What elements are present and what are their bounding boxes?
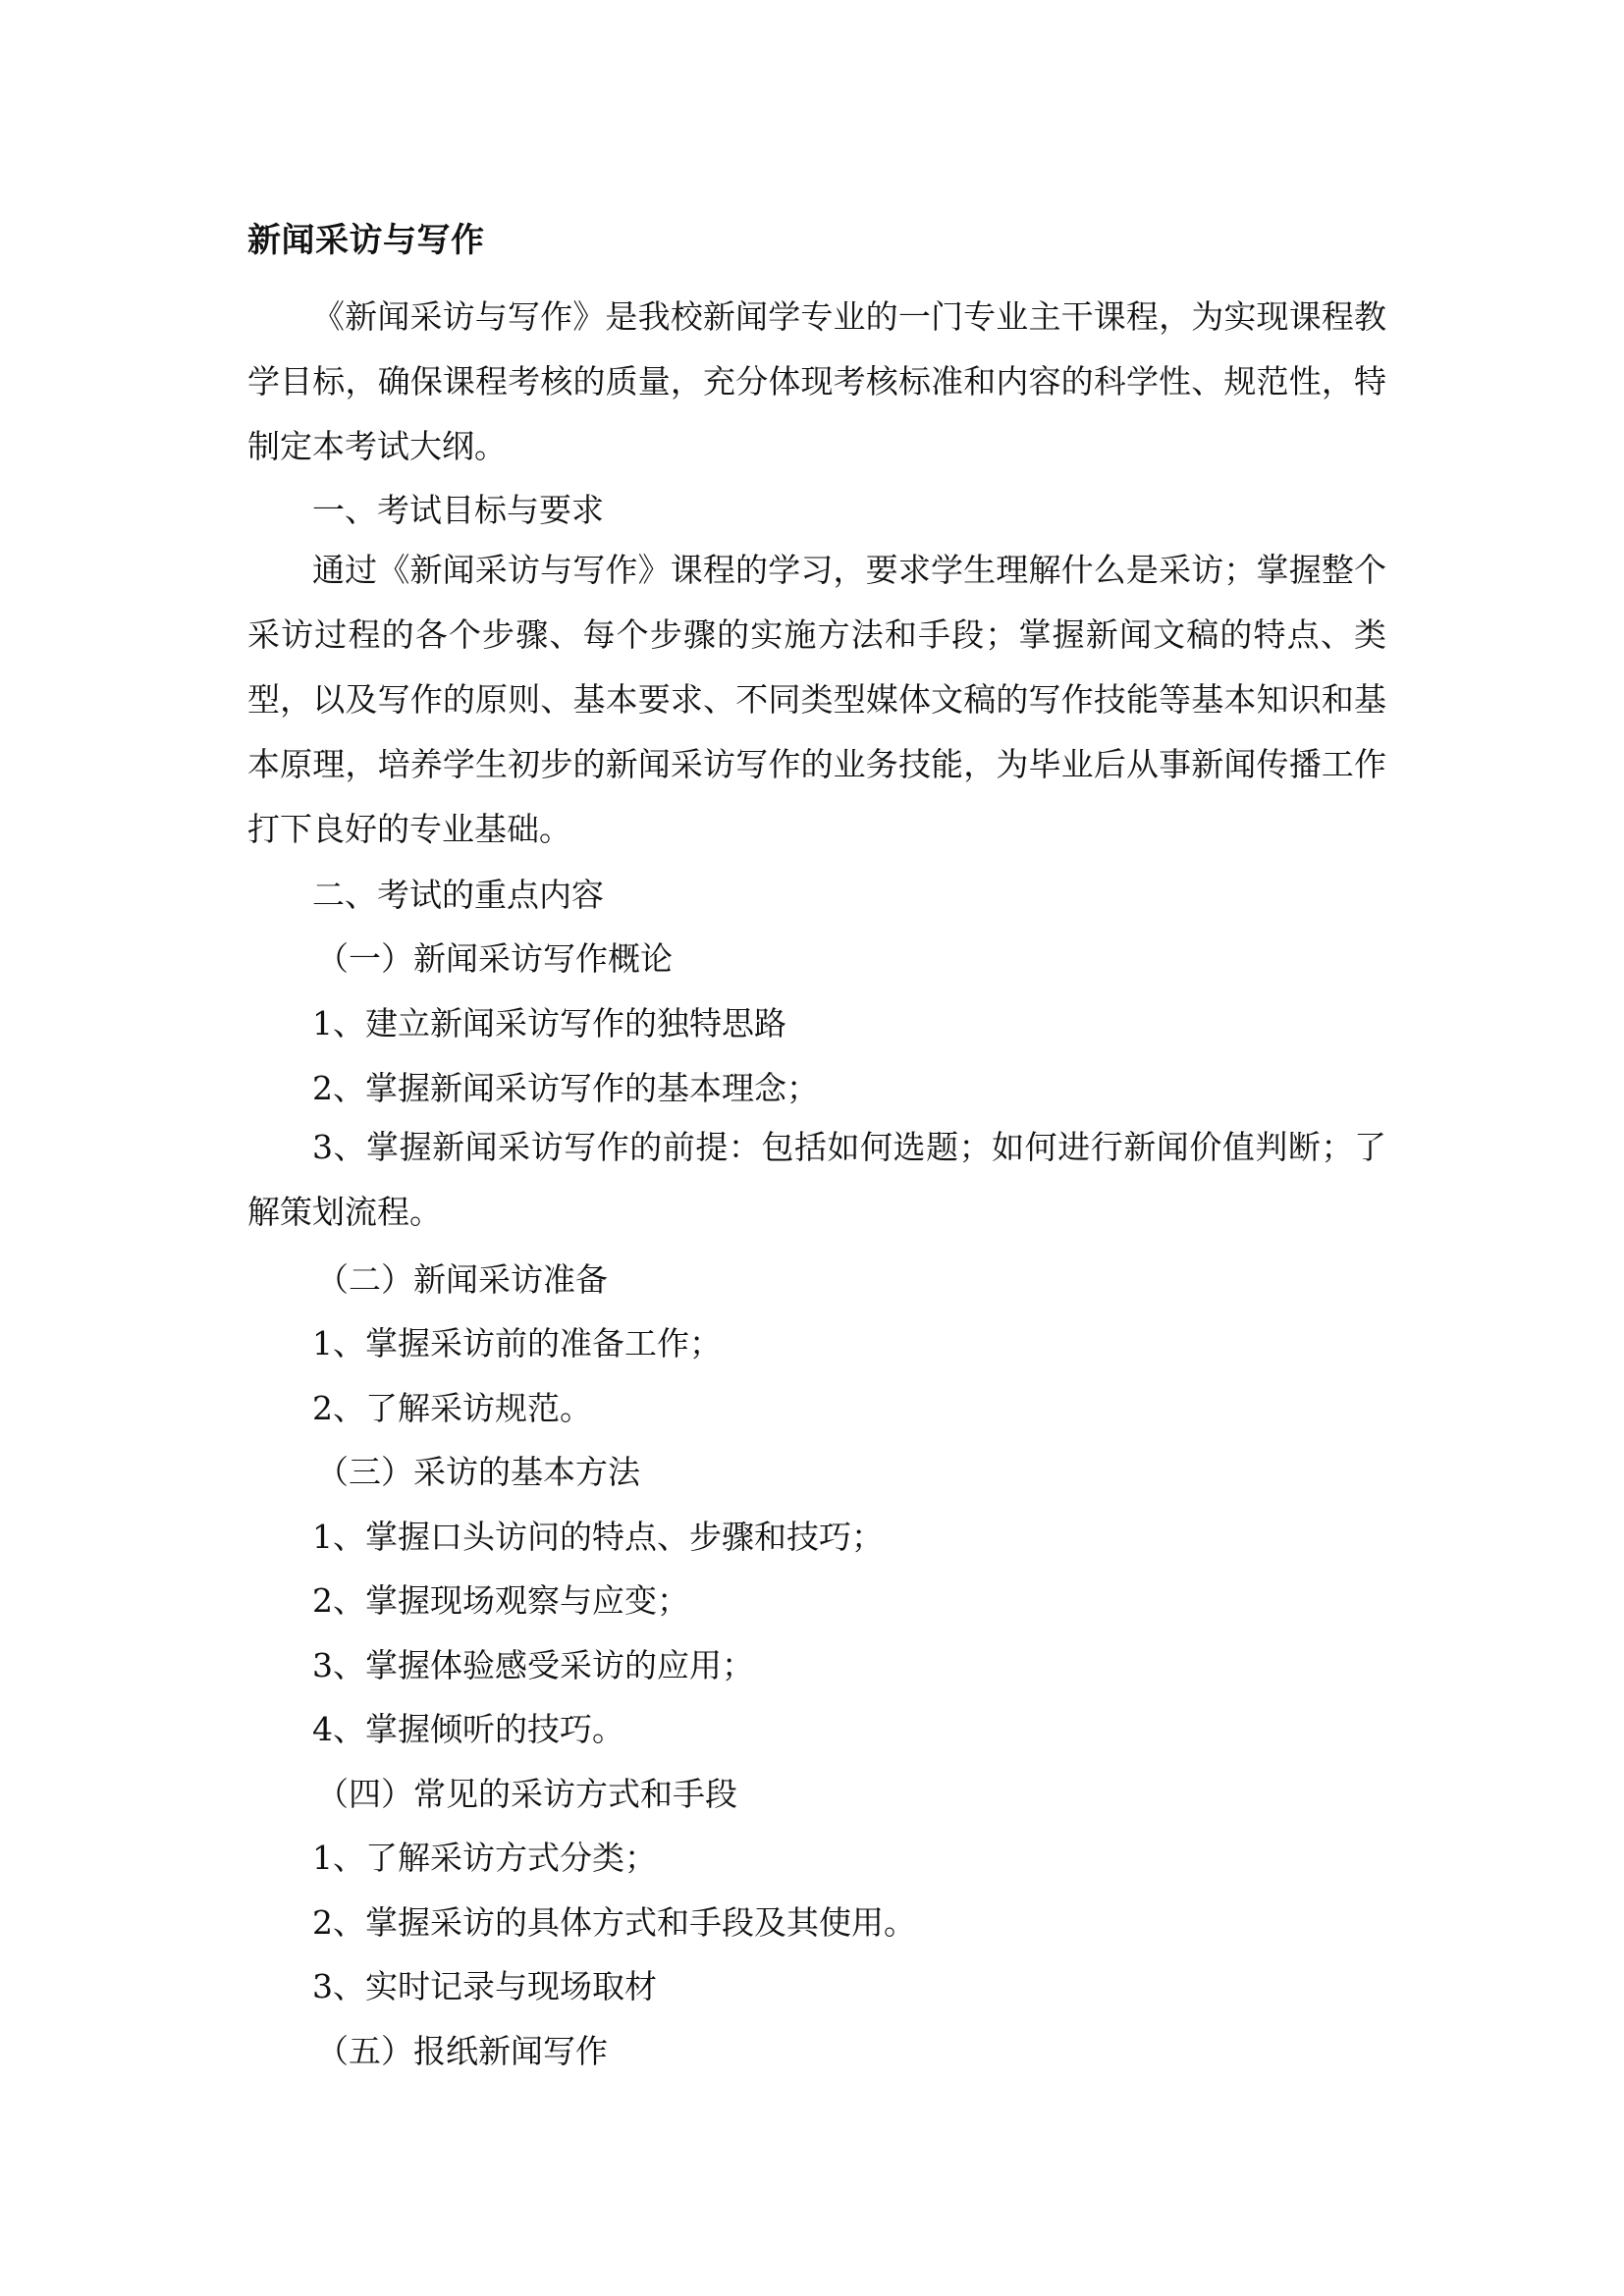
list-item: 1、掌握采访前的准备工作； [312,1324,722,1362]
list-item: 3、掌握新闻采访写作的前提：包括如何选题；如何进行新闻价值判断；了解策划流程。 [247,1128,1386,1231]
list-item: 3、掌握体验感受采访的应用； [312,1646,754,1684]
document-title: 新闻采访与写作 [247,221,485,260]
section2-heading: 二、考试的重点内容 [312,876,604,914]
list-item: 2、了解采访规范。 [312,1389,592,1427]
list-item: 1、建立新闻采访写作的独特思路 [312,1004,786,1042]
list-item: 1、了解采访方式分类； [312,1839,657,1877]
list-item: 4、掌握倾听的技巧。 [312,1710,624,1748]
intro-paragraph: 《新闻采访与写作》是我校新闻学专业的一门专业主干课程，为实现课程教学目标，确保课程考核的质量，充分体现考核标准和内容的科学性、规范性，特制定本考试大纲。 [247,297,1386,465]
part3-heading: （三）采访的基本方法 [316,1453,640,1491]
part5-heading: （五）报纸新闻写作 [316,2032,608,2070]
list-item: 2、掌握采访的具体方式和手段及其使用。 [312,1903,916,1942]
list-item: 2、掌握现场观察与应变； [312,1581,689,1620]
part4-heading: （四）常见的采访方式和手段 [316,1775,737,1813]
list-item: 3、实时记录与现场取材 [312,1967,657,2005]
part1-heading: （一）新闻采访写作概论 [316,939,673,978]
list-item: 1、掌握口头访问的特点、步骤和技巧； [312,1518,884,1556]
section1-body: 通过《新闻采访与写作》课程的学习，要求学生理解什么是采访；掌握整个采访过程的各个步骤、每个步骤的实施方法和手段；掌握新闻文稿的特点、类型，以及写作的原则、基本要求、不同类型媒体文稿的写作技能等基本知识和基本原理，培养学生初步的新闻采访写作的业务技能，为毕业后从事新闻传播工作打下良好的专业基础。 [247,551,1386,848]
section1-heading: 一、考试目标与要求 [312,491,604,529]
part2-heading: （二）新闻采访准备 [316,1260,608,1299]
list-item: 2、掌握新闻采访写作的基本理念； [312,1069,819,1107]
